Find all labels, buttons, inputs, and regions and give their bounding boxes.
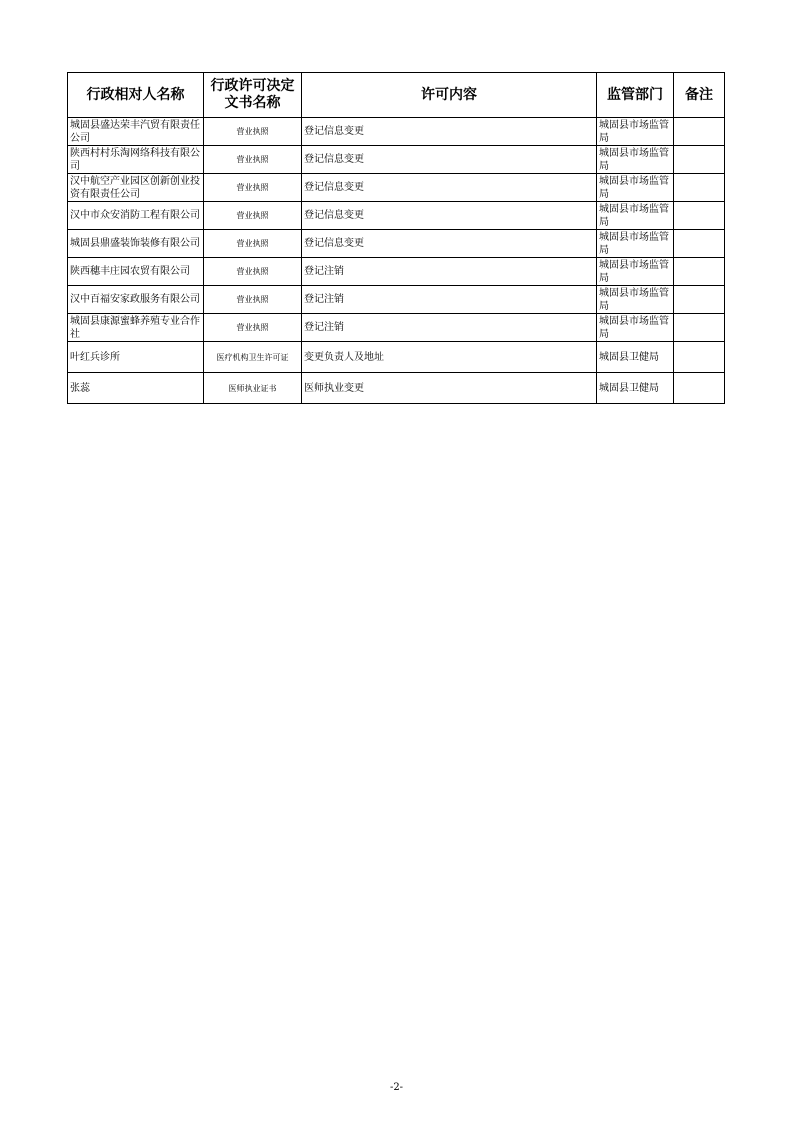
cell-party: 城固县盛达荣丰汽贸有限责任公司 <box>68 118 204 146</box>
cell-doc: 营业执照 <box>204 286 302 314</box>
header-content: 许可内容 <box>302 73 597 118</box>
cell-doc: 医师执业证书 <box>204 373 302 404</box>
header-party: 行政相对人名称 <box>68 73 204 118</box>
cell-content: 登记信息变更 <box>302 146 597 174</box>
cell-dept: 城固县卫健局 <box>597 342 674 373</box>
cell-remarks <box>674 373 725 404</box>
cell-doc: 营业执照 <box>204 230 302 258</box>
cell-dept: 城固县卫健局 <box>597 373 674 404</box>
cell-party: 汉中航空产业园区创新创业投资有限责任公司 <box>68 174 204 202</box>
cell-party: 陕西穗丰庄园农贸有限公司 <box>68 258 204 286</box>
cell-doc: 营业执照 <box>204 202 302 230</box>
cell-dept: 城固县市场监管局 <box>597 202 674 230</box>
permit-table <box>67 72 725 404</box>
cell-remarks <box>674 258 725 286</box>
table-row <box>68 373 725 404</box>
table-row <box>68 146 725 174</box>
cell-party: 陕西村村乐淘网络科技有限公司 <box>68 146 204 174</box>
cell-remarks <box>674 314 725 342</box>
cell-dept: 城固县市场监管局 <box>597 314 674 342</box>
cell-remarks <box>674 146 725 174</box>
cell-content: 登记注销 <box>302 258 597 286</box>
cell-remarks <box>674 118 725 146</box>
table-row <box>68 202 725 230</box>
header-remarks: 备注 <box>674 73 725 118</box>
cell-party: 叶红兵诊所 <box>68 342 204 373</box>
cell-dept: 城固县市场监管局 <box>597 286 674 314</box>
cell-doc: 营业执照 <box>204 174 302 202</box>
table-row <box>68 230 725 258</box>
table-row <box>68 118 725 146</box>
cell-doc: 营业执照 <box>204 258 302 286</box>
cell-content: 变更负责人及地址 <box>302 342 597 373</box>
cell-dept: 城固县市场监管局 <box>597 258 674 286</box>
cell-party: 城固县鼎盛装饰装修有限公司 <box>68 230 204 258</box>
cell-doc: 营业执照 <box>204 314 302 342</box>
cell-party: 城固县康源蜜蜂养殖专业合作社 <box>68 314 204 342</box>
cell-content: 登记注销 <box>302 286 597 314</box>
cell-dept: 城固县市场监管局 <box>597 118 674 146</box>
cell-remarks <box>674 174 725 202</box>
cell-remarks <box>674 286 725 314</box>
table-row <box>68 174 725 202</box>
cell-doc: 营业执照 <box>204 146 302 174</box>
cell-content: 登记注销 <box>302 314 597 342</box>
header-dept: 监管部门 <box>597 73 674 118</box>
header-doc: 行政许可决定文书名称 <box>204 73 302 118</box>
table-row <box>68 314 725 342</box>
cell-remarks <box>674 202 725 230</box>
cell-party: 张蕊 <box>68 373 204 404</box>
table-header-row <box>68 73 725 118</box>
table-row <box>68 258 725 286</box>
cell-doc: 营业执照 <box>204 118 302 146</box>
cell-remarks <box>674 342 725 373</box>
cell-content: 登记信息变更 <box>302 230 597 258</box>
cell-party: 汉中百福安家政服务有限公司 <box>68 286 204 314</box>
page-number: -2- <box>389 1082 404 1093</box>
cell-remarks <box>674 230 725 258</box>
cell-dept: 城固县市场监管局 <box>597 174 674 202</box>
cell-content: 登记信息变更 <box>302 118 597 146</box>
cell-party: 汉中市众安消防工程有限公司 <box>68 202 204 230</box>
cell-dept: 城固县市场监管局 <box>597 146 674 174</box>
cell-doc: 医疗机构卫生许可证 <box>204 342 302 373</box>
cell-content: 医师执业变更 <box>302 373 597 404</box>
cell-content: 登记信息变更 <box>302 174 597 202</box>
table-row <box>68 286 725 314</box>
table-row <box>68 342 725 373</box>
cell-content: 登记信息变更 <box>302 202 597 230</box>
cell-dept: 城固县市场监管局 <box>597 230 674 258</box>
